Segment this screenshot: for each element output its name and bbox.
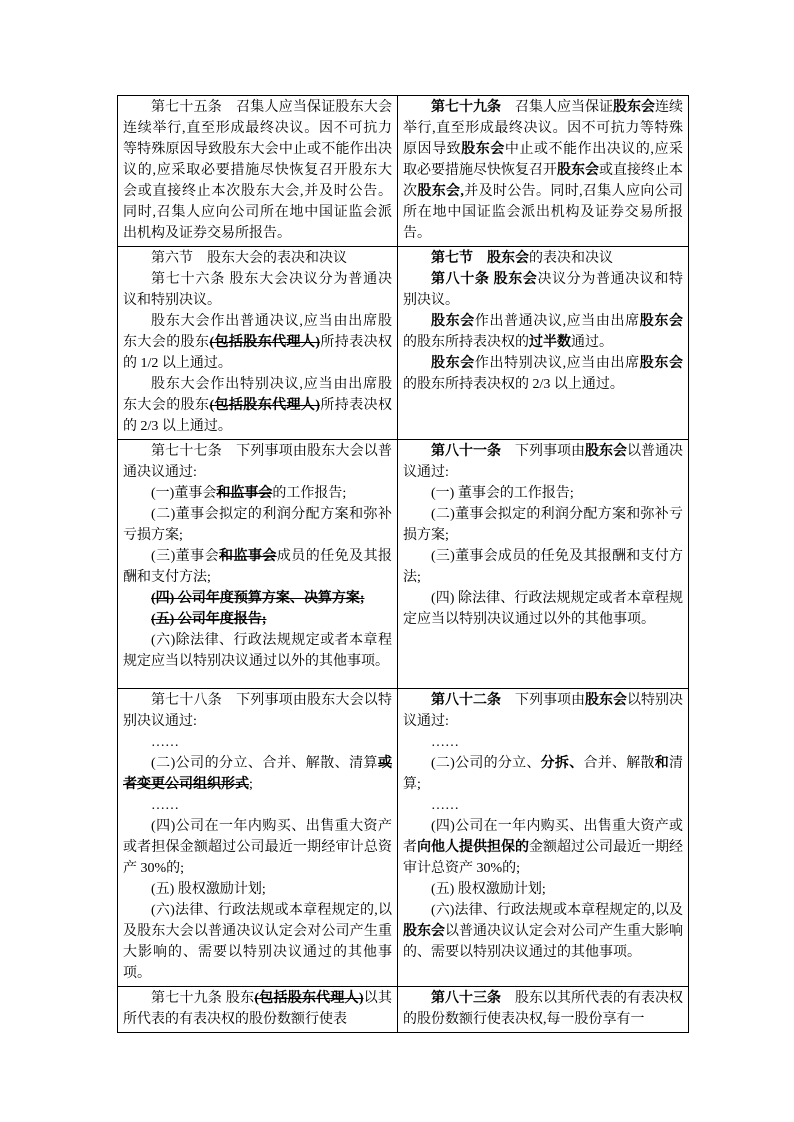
emphasized-text: 股东会 [431, 314, 475, 329]
deleted-text: (包括股东代理人) [254, 991, 364, 1006]
text-run: 股东以其所代表的有表决权的股份数额行使表决权,每一股份享有一 [403, 991, 683, 1027]
paragraph [123, 609, 392, 630]
text-run: 第七十五条 召集人应当保证股东大会连续举行,直至形成最终决议。因不可抗力等特殊原因导致股东大会中止或不能作出决议的,应采取必要措施尽快恢复召开股东大会或直接终止本次股东大会,并及时公告。同时,召集人应向公司所在地中国证监会派出机构及证券交易所报告。 [123, 100, 392, 241]
paragraph [123, 97, 392, 244]
text-run: 连续举行,直至形成最终决议。因不可抗力等特殊原因导致 [403, 100, 683, 157]
new-version-cell [398, 247, 689, 440]
text-run: 的股东所持表决权的 2/3 以上通过。 [403, 377, 624, 392]
paragraph [403, 732, 683, 753]
emphasized-text: 股东会 [585, 693, 627, 708]
text-run: 股东大会作出特别决议,应当由出席股东大会的股东 [123, 377, 392, 413]
paragraph [403, 588, 683, 630]
paragraph [123, 900, 392, 984]
emphasized-text: 分拆、 [540, 756, 584, 771]
emphasized-text: 第八十三条 [431, 991, 501, 1006]
text-run: (三)董事会成员的任免及其报酬和支付方法; [403, 549, 683, 585]
text-run: (五) 股权激励计划; [431, 882, 546, 897]
paragraph [403, 269, 683, 311]
text-run: 清算; [403, 756, 684, 792]
text-run: 的工作报告; [272, 486, 347, 501]
paragraph [123, 732, 392, 753]
paragraph [403, 816, 683, 879]
emphasized-text: 股东会 [461, 142, 505, 157]
cell-content [123, 690, 392, 984]
text-run: 通过。 [571, 335, 613, 350]
paragraph [403, 795, 683, 816]
paragraph [403, 441, 683, 483]
text-run: 中止或不能作出决议的,应采取必要措施尽快恢复召开 [403, 142, 684, 178]
paragraph [403, 311, 683, 353]
paragraph [123, 588, 392, 609]
emphasized-text: 股东会 [493, 272, 538, 287]
paragraph [123, 690, 392, 732]
deleted-text: (包括股东代理人) [209, 335, 320, 350]
deleted-text: 或者变更公司组织形式 [123, 756, 392, 792]
old-version-cell [118, 247, 398, 440]
text-run: 第七十九条 股东 [151, 991, 255, 1006]
emphasized-text: 股东会 [431, 356, 475, 371]
paragraph [123, 504, 392, 546]
paragraph [403, 353, 683, 395]
text-run: 下列事项由 [501, 693, 585, 708]
deleted-text: (五) 公司年度报告; [151, 612, 267, 627]
new-version-cell [398, 96, 689, 247]
emphasized-text: 股东会 [639, 314, 684, 329]
emphasized-text: 股东会 [487, 251, 529, 266]
text-run: (二)董事会拟定的利润分配方案和弥补亏损方案; [403, 507, 683, 543]
cell-content [123, 97, 392, 244]
new-version-cell [398, 987, 689, 1033]
deleted-text: 和监事会 [219, 549, 277, 564]
text-run: 以普通决议通过: [403, 444, 683, 480]
emphasized-text: 股东会 [613, 100, 655, 115]
text-run: (三)董事会 [151, 549, 220, 564]
deleted-text: (包括股东代理人) [209, 398, 320, 413]
text-run: (六)除法律、行政法规规定或者本章程规定应当以特别决议通过以外的其他事项。 [123, 633, 392, 669]
paragraph [123, 483, 392, 504]
text-run: 作出特别决议,应当由出席 [474, 356, 640, 371]
text-run: 以特别决议通过: [403, 693, 683, 729]
paragraph [403, 753, 683, 795]
text-run: 第七十七条 下列事项由股东大会以普通决议通过: [123, 444, 392, 480]
table-row [118, 689, 689, 987]
text-run: (二)公司的分立、合并、解散、清算 [151, 756, 378, 771]
cell-content [403, 690, 683, 963]
text-run: (二)董事会拟定的利润分配方案和弥补亏损方案; [123, 507, 392, 543]
emphasized-text: 股东会, [417, 184, 464, 199]
paragraph [123, 753, 392, 795]
new-version-cell [398, 440, 689, 689]
text-run: 以普通决议认定会对公司产生重大影响的、需要以特别决议通过的其他事项。 [403, 924, 683, 960]
emphasized-text: 股东会 [403, 924, 445, 939]
text-run: 第七十八条 下列事项由股东大会以特别决议通过: [123, 693, 392, 729]
cell-content [403, 441, 683, 630]
comparison-table-body [118, 96, 689, 1033]
deleted-text: 和监事会 [216, 486, 273, 501]
paragraph [403, 483, 683, 504]
text-run: 决议分为普通决议和特别决议。 [403, 272, 684, 308]
emphasized-text: 和 [654, 756, 670, 771]
text-run: (四)公司在一年内购买、出售重大资产或者 [403, 819, 683, 855]
emphasized-text: 第八十条 [431, 272, 490, 287]
emphasized-text: 向他人提供担保的 [417, 840, 529, 855]
text-run: (一) 董事会的工作报告; [431, 486, 574, 501]
text-run: 所持表决权的 2/3 以上通过。 [123, 398, 393, 434]
emphasized-text: 股东会 [557, 163, 599, 178]
paragraph [123, 546, 392, 588]
cell-content [123, 441, 392, 672]
emphasized-text: 第八十二条 [431, 693, 501, 708]
cell-content [403, 248, 683, 395]
text-run: 成员的任免及其报酬和支付方法; [123, 549, 393, 585]
old-version-cell [118, 440, 398, 689]
text-run: 作出普通决议,应当由出席 [474, 314, 640, 329]
paragraph [123, 988, 392, 1030]
emphasized-text: 第七节 [431, 251, 473, 266]
text-run: …… [431, 735, 459, 750]
text-run: 召集人应当保证 [501, 100, 613, 115]
text-run: 或直接终止本次 [403, 163, 683, 199]
paragraph [403, 504, 683, 546]
text-run: 第七十六条 股东大会决议分为普通决议和特别决议。 [123, 272, 392, 308]
text-run: 以其所代表的有表决权的股份数额行使表 [123, 991, 392, 1027]
cell-content [123, 988, 392, 1030]
text-run: 并及时公告。同时,召集人应向公司所在地中国证监会派出机构及证券交易所报告。 [403, 184, 684, 241]
text-run: …… [151, 735, 179, 750]
paragraph [123, 374, 392, 437]
text-run [473, 251, 487, 266]
comparison-table [117, 95, 689, 1033]
text-run: (五) 股权激励计划; [151, 882, 266, 897]
paragraph [403, 879, 683, 900]
paragraph [123, 269, 392, 311]
emphasized-text: 第七十九条 [431, 100, 501, 115]
paragraph [403, 690, 683, 732]
table-row [118, 96, 689, 247]
text-run: (四)公司在一年内购买、出售重大资产或者担保金额超过公司最近一期经审计总资产 30%的; [123, 819, 392, 876]
text-run: (六)法律、行政法规或本章程规定的,以及 [431, 903, 683, 918]
table-row [118, 247, 689, 440]
paragraph [123, 441, 392, 483]
paragraph [403, 248, 683, 269]
text-run: 第六节 股东大会的表决和决议 [151, 251, 347, 266]
paragraph [403, 546, 683, 588]
text-run: (六)法律、行政法规或本章程规定的,以及股东大会以普通决议认定会对公司产生重大影响的、需要以特别决议通过的其他事项。 [123, 903, 392, 981]
table-row [118, 987, 689, 1033]
text-run: 股东大会作出普通决议,应当由出席股东大会的股东 [123, 314, 392, 350]
emphasized-text: 过半数 [529, 335, 571, 350]
paragraph [123, 795, 392, 816]
text-run: 下列事项由 [501, 444, 585, 459]
cell-content [403, 988, 683, 1030]
table-row [118, 440, 689, 689]
text-run: (一)董事会 [151, 486, 217, 501]
old-version-cell [118, 689, 398, 987]
text-run: 金额超过公司最近一期经审计总资产 30%的; [403, 840, 683, 876]
text-run: 的表决和决议 [529, 251, 613, 266]
deleted-text: (四) 公司年度预算方案、决算方案; [151, 591, 365, 606]
text-run: 合并、解散 [583, 756, 655, 771]
old-version-cell [118, 987, 398, 1033]
paragraph [123, 311, 392, 374]
paragraph [403, 988, 683, 1030]
paragraph [123, 816, 392, 879]
text-run: (二)公司的分立、 [431, 756, 541, 771]
cell-content [403, 97, 683, 244]
paragraph [403, 97, 683, 244]
new-version-cell [398, 689, 689, 987]
emphasized-text: 第八十一条 [431, 444, 501, 459]
paragraph [123, 879, 392, 900]
emphasized-text: 股东会 [585, 444, 627, 459]
cell-content [123, 248, 392, 437]
paragraph [403, 900, 683, 963]
text-run: ; [249, 777, 253, 792]
text-run: …… [151, 798, 179, 813]
paragraph [123, 248, 392, 269]
text-run: (四) 除法律、行政法规规定或者本章程规定应当以特别决议通过以外的其他事项。 [403, 591, 683, 627]
old-version-cell [118, 96, 398, 247]
paragraph [123, 630, 392, 672]
text-run: …… [431, 798, 459, 813]
text-run: 的股东所持表决权的 [403, 335, 529, 350]
emphasized-text: 股东会 [639, 356, 684, 371]
text-run: 所持表决权的 1/2 以上通过。 [123, 335, 393, 371]
